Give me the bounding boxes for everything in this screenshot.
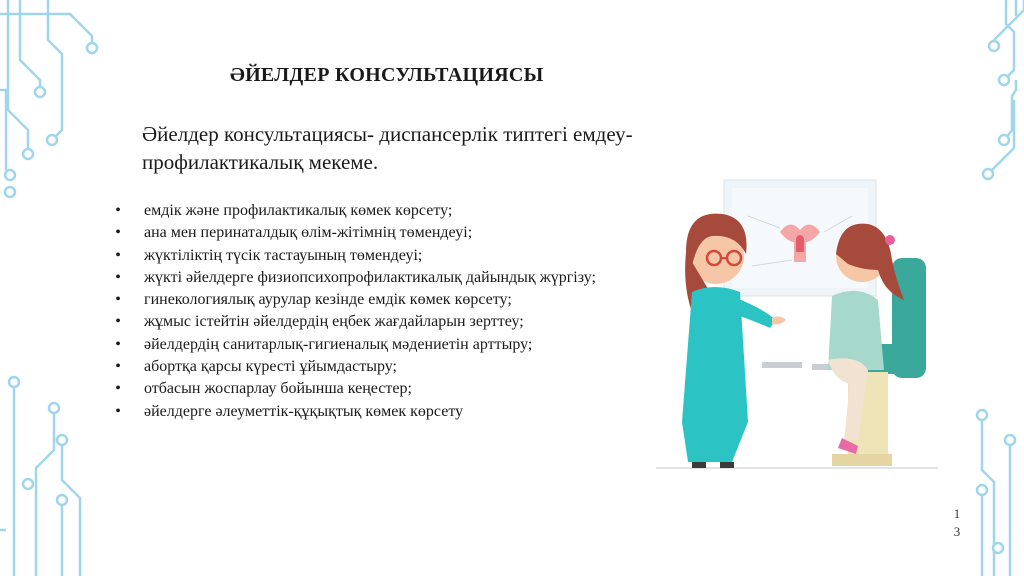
list-item: • жұмыс істейтін әйелдердің еңбек жағдайларын зерттеу; <box>108 311 648 333</box>
bullet-icon: • <box>115 202 121 219</box>
circuit-decoration-right <box>954 0 1024 576</box>
list-item: • әйелдерге әлеуметтік-құқықтық көмек көрсету <box>108 401 648 423</box>
page-number: 1 3 <box>953 506 961 539</box>
bullet-icon: • <box>115 358 121 376</box>
bullet-icon: • <box>115 402 121 420</box>
bullet-icon: • <box>115 313 121 331</box>
bullet-icon: • <box>115 380 121 398</box>
bullet-icon: • <box>115 291 121 309</box>
list-item: • емдік және профилактикалық көмек көрсету; <box>108 200 648 222</box>
circuit-decoration-left-bottom <box>0 300 110 576</box>
bullet-icon: • <box>115 335 121 353</box>
intro-text: Әйелдер консультациясы- диспансерлік типтегі емдеу-профилактикалық мекеме. <box>142 122 633 174</box>
list-item: • жүктіліктің түсік тастауының төмендеуі; <box>108 245 648 267</box>
bullet-icon: • <box>115 246 121 264</box>
list-item: • отбасын жоспарлау бойынша кеңестер; <box>108 378 648 400</box>
bullet-icon: • <box>115 224 121 242</box>
circuit-decoration-left-top <box>0 0 110 220</box>
bullet-icon: • <box>115 268 121 286</box>
list-item: • әйелдердің санитарлық-гигиеналық мәдениетін арттыру; <box>108 334 648 356</box>
list-item: • гинекологиялық аурулар кезінде емдік көмек көрсету; <box>108 289 648 311</box>
list-item: • ана мен перинаталдық өлім-жітімнің төмендеуі; <box>108 222 648 244</box>
slide-title: ӘЙЕЛДЕР КОНСУЛЬТАЦИЯСЫ <box>230 64 544 86</box>
doctor-patient-illustration <box>652 176 942 476</box>
list-item: • жүкті әйелдерге физиопсихопрофилактикалық дайындық жүргізу; <box>108 267 648 289</box>
bullet-list <box>108 200 648 423</box>
list-item: • абортқа қарсы күресті ұйымдастыру; <box>108 356 648 378</box>
